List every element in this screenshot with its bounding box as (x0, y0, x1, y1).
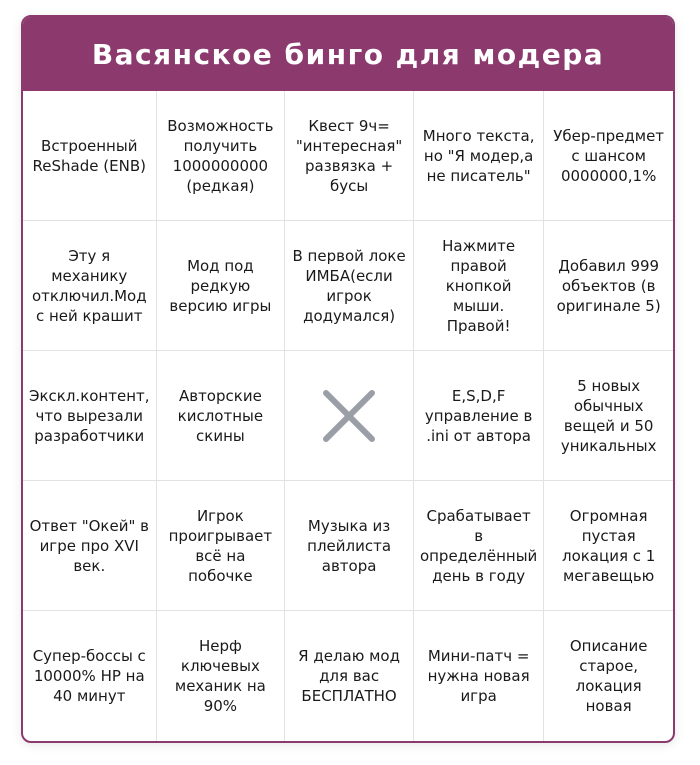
bingo-cell-3[interactable] (285, 91, 414, 221)
bingo-grid (23, 91, 673, 741)
bingo-cell-1[interactable] (23, 91, 157, 221)
bingo-cell-22[interactable] (157, 611, 286, 741)
bingo-cell-text: Эту я механику отключил.Мод с ней крашит (31, 246, 147, 325)
bingo-cell-text: Супер-боссы с 10000% HP на 40 минут (32, 647, 146, 705)
bingo-cell-17[interactable] (157, 481, 286, 611)
bingo-cell-6[interactable] (23, 221, 157, 351)
bingo-cell-12[interactable] (157, 351, 286, 481)
bingo-cell-text: Нерф ключевых механик на 90% (174, 637, 266, 715)
bingo-cell-20[interactable] (544, 481, 673, 611)
bingo-cell-text: E,S,D,F управление в .ini от автора (424, 386, 533, 445)
bingo-cell-23[interactable] (285, 611, 414, 741)
bingo-cell-text: Описание старое, локация новая (569, 637, 648, 715)
bingo-cell-text: Авторские кислотные скины (177, 386, 264, 445)
bingo-cell-text: Нажмите правой кнопкой мыши. Правой! (442, 236, 516, 335)
bingo-cell-16[interactable] (23, 481, 157, 611)
bingo-cell-15[interactable] (544, 351, 673, 481)
bingo-cell-text: Убер-предмет с шансом 0000000,1% (553, 126, 665, 185)
bingo-cell-2[interactable] (157, 91, 286, 221)
bingo-title: Васянское бинго для модера (91, 37, 605, 71)
bingo-cell-text: Встроенный ReShade (ENB) (32, 136, 146, 175)
bingo-cell-text: Огромная пустая локация с 1 мегавещью (561, 506, 656, 585)
cross-icon (320, 387, 378, 445)
bingo-free-cell[interactable] (285, 351, 414, 481)
bingo-cell-text: Экскл.контент, что вырезали разработчики (29, 386, 150, 445)
bingo-cell-21[interactable] (23, 611, 157, 741)
bingo-cell-text: Мод под редкую версию игры (169, 256, 272, 315)
bingo-cell-text: Квест 9ч= "интересная" развязка + бусы (295, 116, 403, 195)
bingo-cell-8[interactable] (285, 221, 414, 351)
bingo-cell-text: Ответ "Окей" в игре про XVI век. (29, 516, 149, 575)
bingo-cell-14[interactable] (414, 351, 544, 481)
bingo-cell-19[interactable] (414, 481, 544, 611)
bingo-cell-text: Возможность получить 1000000000 (редкая) (167, 116, 274, 195)
bingo-cell-18[interactable] (285, 481, 414, 611)
bingo-cell-7[interactable] (157, 221, 286, 351)
bingo-cell-24[interactable] (414, 611, 544, 741)
bingo-cell-5[interactable] (544, 91, 673, 221)
bingo-cell-text: В первой локе ИМБА(если игрок додумался) (292, 246, 406, 325)
bingo-header (23, 17, 673, 91)
bingo-cell-text: Добавил 999 объектов (в оригинале 5) (556, 256, 661, 315)
bingo-cell-text: Музыка из плейлиста автора (307, 516, 392, 575)
bingo-cell-10[interactable] (544, 221, 673, 351)
bingo-card (21, 15, 675, 743)
bingo-cell-text: Мини-патч = нужна новая игра (427, 647, 530, 705)
bingo-cell-9[interactable] (414, 221, 544, 351)
bingo-cell-text: Много текста, но "Я модер,а не писатель" (422, 126, 535, 185)
bingo-cell-11[interactable] (23, 351, 157, 481)
bingo-cell-text: Я делаю мод для вас БЕСПЛАТНО (298, 647, 400, 705)
bingo-cell-text: Срабатывает в определённый день в году (419, 506, 538, 585)
bingo-cell-text: 5 новых обычных вещей и 50 уникальных (560, 376, 657, 455)
bingo-cell-text: Игрок проигрывает всё на побочке (168, 506, 273, 585)
bingo-cell-4[interactable] (414, 91, 544, 221)
bingo-cell-25[interactable] (544, 611, 673, 741)
